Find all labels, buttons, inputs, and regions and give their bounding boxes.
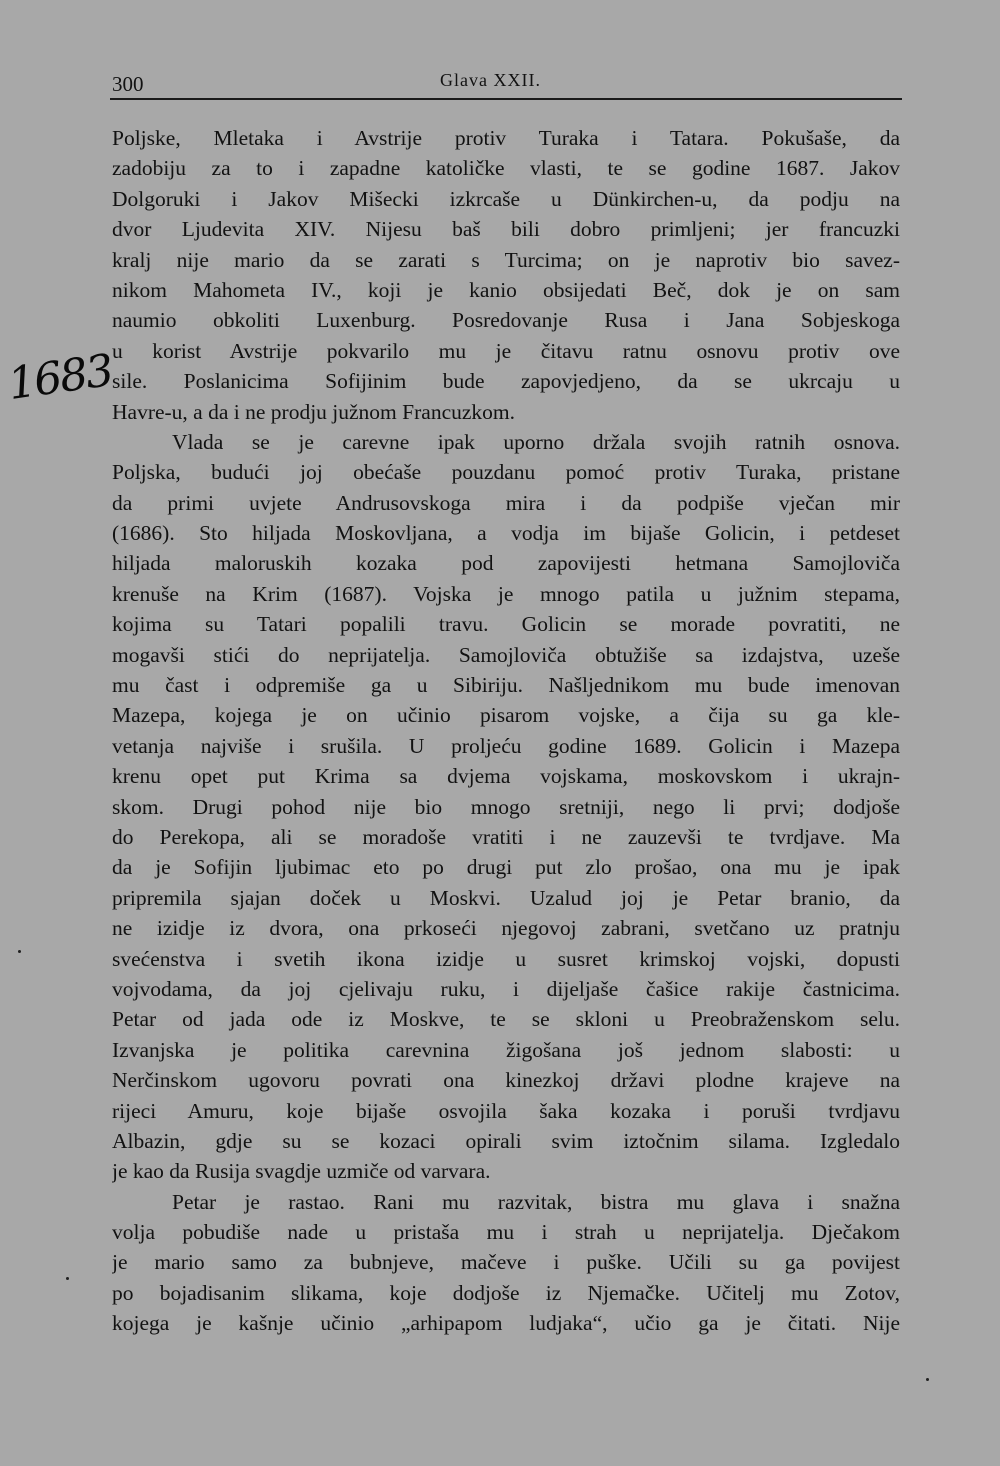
text-line: hiljada maloruskih kozaka pod zapovijesti hetmana Samojloviča: [112, 551, 900, 576]
text-line: svećenstva i svetih ikona izidje u susret krimskoj vojski, dopusti: [112, 946, 900, 971]
text-line: kojima su Tatari popalili travu. Golicin se morade povratiti, ne: [112, 612, 900, 637]
paper-speck: [18, 950, 21, 953]
running-title: Glava XXII.: [440, 70, 541, 90]
text-line: da je Sofijin ljubimac eto po drugi put zlo prošao, ona mu je ipak: [112, 855, 900, 880]
text-line: naumio obkoliti Luxenburg. Posredovanje Rusa i Jana Sobjeskoga: [112, 308, 900, 333]
text-line: zadobiju za to i zapadne katoličke vlasti, te se godine 1687. Jakov: [112, 156, 900, 181]
text-line: kojega je kašnje učinio „arhipapom ludjaka“, učio ga je čitati. Nije: [112, 1311, 900, 1336]
text-line: kralj nije mario da se zarati s Turcima; on je naprotiv bio savez-: [112, 247, 900, 272]
text-line: sile. Poslanicima Sofijinim bude zapovjedjeno, da se ukrcaju u: [112, 369, 900, 394]
text-line: Poljske, Mletaka i Avstrije protiv Turaka i Tatara. Pokušaše, da: [112, 126, 900, 150]
text-line: Dolgoruki i Jakov Mišecki izkrcaše u Dünkirchen-u, da podju na: [112, 186, 900, 211]
text-line: nikom Mahometa IV., koji je kanio obsijedati Beč, dok je on sam: [112, 277, 900, 302]
page-header: [110, 64, 902, 96]
text-line: rijeci Amuru, koje bijaše osvojila šaka kozaka i poruši tvrdjavu: [112, 1098, 900, 1123]
text-line: Petar od jada ode iz Moskve, te se skloni u Preobraženskom selu.: [112, 1007, 900, 1032]
text-line: vetanja najviše i srušila. U proljeću godine 1689. Golicin i Mazepa: [112, 733, 900, 758]
text-line: krenu opet put Krima sa dvjema vojskama, moskovskom i ukrajn-: [112, 764, 900, 789]
text-line: Petar je rastao. Rani mu razvitak, bistra mu glava i snažna: [172, 1189, 900, 1214]
text-line: krenuše na Krim (1687). Vojska je mnogo patila u južnim stepama,: [112, 581, 900, 606]
paper-speck: [926, 1378, 929, 1381]
handwritten-margin-note: 1683: [4, 345, 116, 410]
text-line: Albazin, gdje su se kozaci opirali svim iztočnim silama. Izgledalo: [112, 1128, 900, 1153]
text-line: do Perekopa, ali se moradoše vratiti i ne zauzevši te tvrdjave. Ma: [112, 824, 900, 849]
text-line: volja pobudiše nade u pristaša mu i strah u neprijatelja. Dječakom: [112, 1220, 900, 1245]
body-text: [112, 123, 900, 1339]
text-line: je kao da Rusija svagdje uzmiče od varvara.: [112, 1159, 491, 1184]
text-line: vojvodama, da joj cjelivaju ruku, i dijeljaše čašice rakije častnicima.: [112, 976, 900, 1001]
text-line: Mazepa, kojega je on učinio pisarom vojske, a čija su ga kle-: [112, 703, 900, 728]
paper-speck: [66, 1277, 69, 1280]
text-line: Poljska, budući joj obećaše pouzdanu pomoć protiv Turaka, pristane: [112, 460, 900, 485]
text-line: skom. Drugi pohod nije bio mnogo sretniji, nego li prvi; dodjoše: [112, 794, 900, 819]
page-number: 300: [112, 72, 144, 96]
text-line: (1686). Sto hiljada Moskovljana, a vodja im bijaše Golicin, i petdeset: [112, 521, 900, 546]
text-line: Nerčinskom ugovoru povrati ona kinezkoj državi plodne krajeve na: [112, 1068, 900, 1093]
text-line: Havre-u, a da i ne prodju južnom Francuzkom.: [112, 399, 515, 424]
text-line: po bojadisanim slikama, koje dodjoše iz Njemačke. Učitelj mu Zotov,: [112, 1280, 900, 1305]
text-line: mogavši stići do neprijatelja. Samojloviča obtužiše sa izdajstva, uzeše: [112, 642, 900, 667]
text-line: da primi uvjete Andrusovskoga mira i da podpiše vječan mir: [112, 490, 900, 515]
text-line: ne izidje iz dvora, ona prkoseći njegovoj zabrani, svetčano uz pratnju: [112, 916, 900, 941]
header-rule: [110, 98, 902, 100]
text-line: u korist Avstrije pokvarilo mu je čitavu ratnu osnovu protiv ove: [112, 338, 900, 363]
text-line: mu čast i odpremiše ga u Sibiriju. Našljednikom mu bude imenovan: [112, 673, 900, 698]
text-line: je mario samo za bubnjeve, mačeve i puške. Učili su ga povijest: [112, 1250, 900, 1275]
text-line: Vlada se je carevne ipak uporno držala svojih ratnih osnova.: [172, 429, 900, 454]
text-line: dvor Ljudevita XIV. Nijesu baš bili dobro primljeni; jer francuzki: [112, 217, 900, 242]
text-line: pripremila sjajan doček u Moskvi. Uzalud joj je Petar branio, da: [112, 885, 900, 910]
text-line: Izvanjska je politika carevnina žigošana još jednom slabosti: u: [112, 1037, 900, 1062]
